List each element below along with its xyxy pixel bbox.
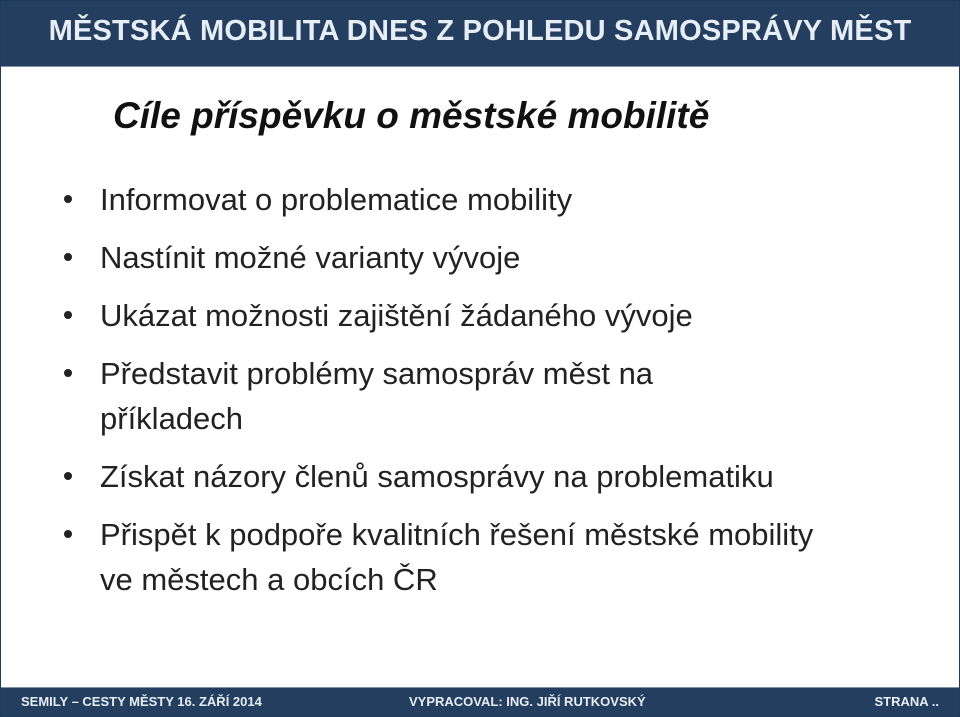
bullet-dot-icon (64, 369, 72, 377)
header-band (1, 1, 959, 67)
bullet-text: Přispět k podpoře kvalitních řešení městské mobility ve městech a obcích ČR (100, 517, 814, 597)
bullet-item (63, 512, 840, 602)
bullet-item (63, 293, 923, 338)
bullet-dot-icon (64, 253, 72, 261)
footer-event: SEMILY – CESTY MĚSTY 16. ZÁŘÍ 2014 (21, 694, 262, 709)
bullet-dot-icon (64, 472, 72, 480)
bullet-dot-icon (64, 530, 72, 538)
bullet-text: Ukázat možnosti zajištění žádaného vývoje (100, 298, 693, 333)
footer-band (1, 687, 959, 716)
bullet-text: Nastínit možné varianty vývoje (100, 240, 521, 275)
bullet-item (63, 454, 923, 499)
header-title: MĚSTSKÁ MOBILITA DNES Z POHLEDU SAMOSPRÁVY MĚST (48, 15, 912, 47)
footer-author: VYPRACOVAL: ING. JIŘÍ RUTKOVSKÝ (409, 694, 646, 709)
bullet-text: Informovat o problematice mobility (100, 182, 573, 217)
bullet-item (63, 235, 923, 280)
bullet-text: Získat názory členů samosprávy na problematiku (100, 459, 774, 494)
bullet-list (63, 177, 923, 615)
bullet-item (63, 351, 790, 441)
slide-title: Cíle příspěvku o městské mobilitě (113, 95, 710, 136)
bullet-item (63, 177, 923, 222)
footer-page: STRANA .. (874, 694, 939, 709)
bullet-dot-icon (64, 311, 72, 319)
bullet-dot-icon (64, 195, 72, 203)
bullet-text: Představit problémy samospráv měst na příkladech (100, 356, 654, 436)
